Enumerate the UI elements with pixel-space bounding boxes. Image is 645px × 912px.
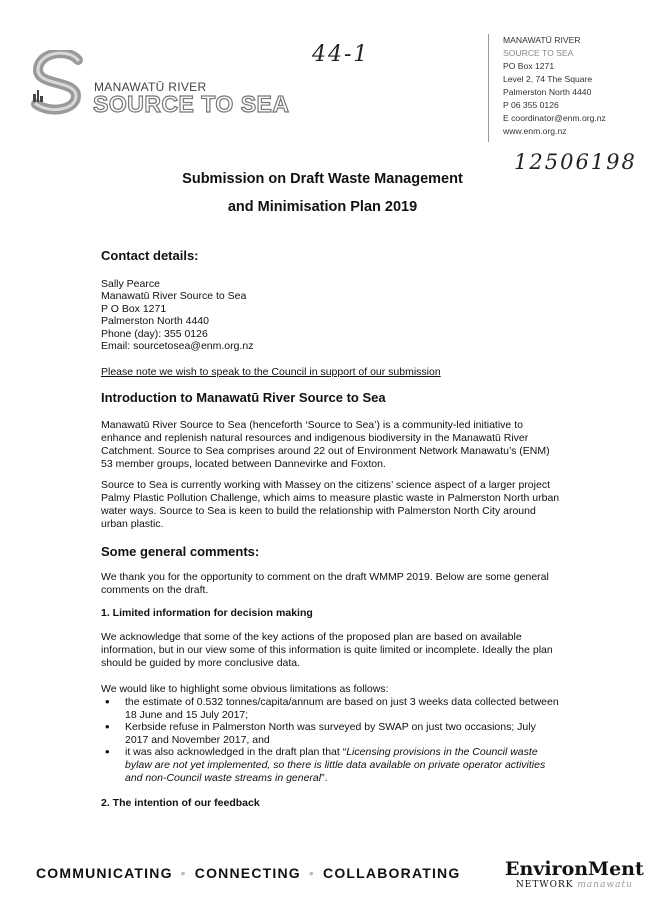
footer-tagline <box>36 865 460 881</box>
bullet-text: ”. <box>321 771 328 784</box>
env-logo-network: NETWORK <box>515 880 574 890</box>
comments-heading: Some general comments: <box>101 544 260 559</box>
env-logo-main: EnvironMent <box>505 858 644 880</box>
contact-heading: Contact details: <box>101 248 199 263</box>
contact-details <box>101 278 253 352</box>
environment-network-logo <box>505 858 644 890</box>
brand-top-text: MANAWATŪ RIVER <box>94 80 207 94</box>
env-logo-sub <box>505 880 644 890</box>
footer-separator: • <box>180 865 187 881</box>
list-item: • Kerbside refuse in Palmerston North was surveyed by SWAP on just two occasions; July 2017 and November 2017, and <box>101 721 561 746</box>
intro-heading: Introduction to Manawatū River Source to Sea <box>101 390 386 405</box>
address-line: MANAWATŪ RIVER <box>503 35 581 45</box>
intro-paragraph-1: Manawatū River Source to Sea (henceforth ‘Source to Sea’) is a community-led initiative to enhance and replenish natural resources and indigenous biodiversity in the Manawatū River Catchment. Source to Sea comprises around 22 out of Environment Network Manawatu’s (ENM) 53 member groups, located between Dannevirke and Foxton. <box>101 419 550 470</box>
address-block <box>488 34 645 142</box>
document-title-line-2: and Minimisation Plan 2019 <box>227 199 418 215</box>
address-email: E coordinator@enm.org.nz <box>503 113 606 123</box>
bullet-quote: Licensing provisions in the Council waste bylaw are not yet implemented, so there is little data available on private operator activities and non-Council waste streams in general <box>125 746 546 784</box>
contact-line: P O Box 1271 <box>101 302 167 315</box>
source-to-sea-logo-icon <box>30 50 86 116</box>
bullet-text: it was also acknowledged in the draft plan that “ <box>125 746 347 759</box>
contact-line: Sally Pearce <box>101 278 160 290</box>
contact-line: Phone (day): 355 0126 <box>101 327 208 340</box>
footer-separator: • <box>308 865 316 881</box>
brand-main-text: SOURCE TO SEA <box>93 91 290 117</box>
speak-note: Please note we wish to speak to the Council in support of our submission <box>101 366 441 378</box>
limitations-intro: We would like to highlight some obvious limitations as follows: <box>101 683 389 695</box>
document-title-line-1: Submission on Draft Waste Management <box>182 171 463 187</box>
contact-line: Palmerston North 4440 <box>101 315 209 328</box>
address-phone: P 06 355 0126 <box>503 100 559 110</box>
footer-word: CONNECTING <box>194 865 301 881</box>
section-1-heading: 1. Limited information for decision making <box>101 607 313 619</box>
list-item <box>101 746 561 784</box>
address-line: PO Box 1271 <box>503 61 555 71</box>
address-line: Palmerston North 4440 <box>503 87 592 97</box>
section-2-heading: 2. The intention of our feedback <box>101 797 260 809</box>
handwritten-page-mark: 44-1 <box>312 42 370 67</box>
contact-line: Manawatū River Source to Sea <box>101 290 247 303</box>
address-web: www.enm.org.nz <box>503 126 567 136</box>
env-logo-manawatu: manawatu <box>577 880 633 890</box>
limitations-list <box>101 696 561 784</box>
address-line: Level 2, 74 The Square <box>503 74 593 84</box>
section-1-paragraph: We acknowledge that some of the key actions of the proposed plan are based on available information, but in our view some of this information is quite limited or incomplete. Ideally the plan should be guided by more conclusive data. <box>101 631 553 669</box>
address-line: SOURCE TO SEA <box>503 48 574 58</box>
list-item: • the estimate of 0.532 tonnes/capita/annum are based on just 3 weeks data collected between 18 June and 15 July 2017; <box>101 696 561 721</box>
contact-line: Email: sourcetosea@enm.org.nz <box>101 340 254 353</box>
comments-intro: We thank you for the opportunity to comment on the draft WMMP 2019. Below are some general comments on the draft. <box>101 571 549 596</box>
footer-word: COLLABORATING <box>323 865 461 881</box>
footer-word: COMMUNICATING <box>36 865 173 881</box>
intro-paragraph-2: Source to Sea is currently working with Massey on the citizens’ science aspect of a larger project Palmy Plastic Pollution Challenge, which aims to measure plastic waste in Palmerston North urban water ways. Source to Sea is keen to build the relationship with Palmerston North City around urban plastic. <box>101 479 560 530</box>
handwritten-reference-number: 12506198 <box>514 150 637 174</box>
